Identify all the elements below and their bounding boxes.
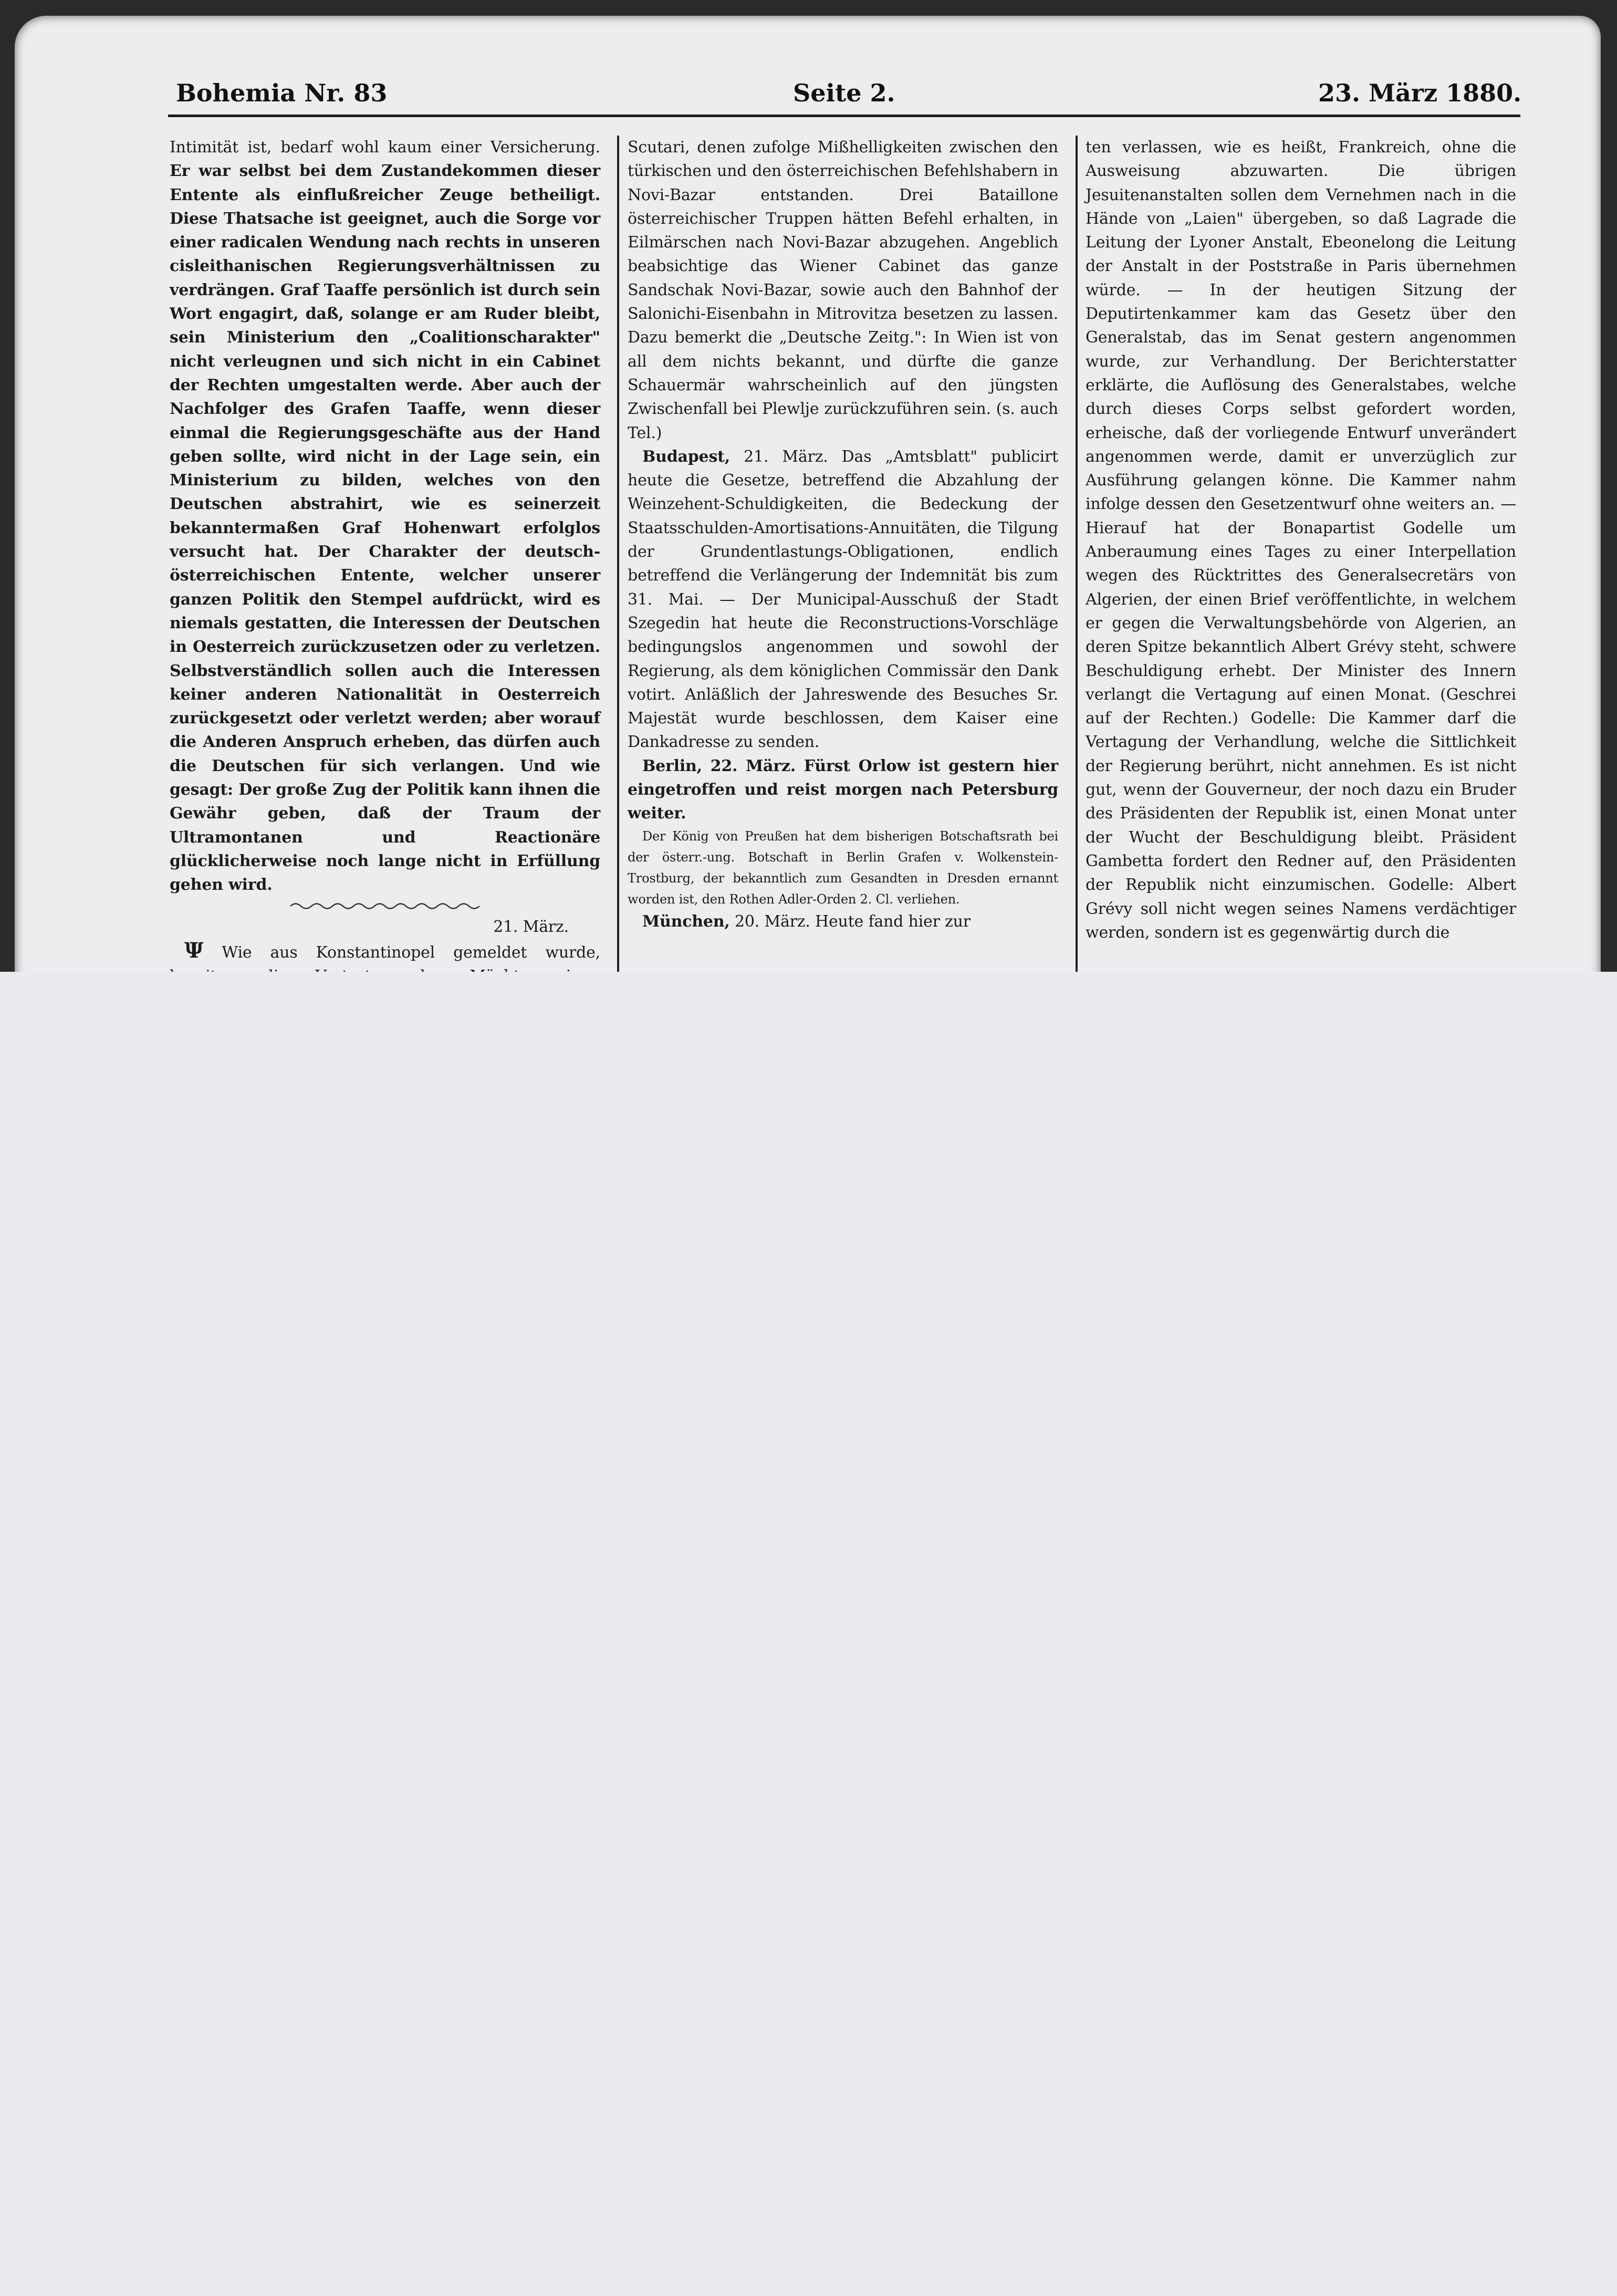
article-text (628, 445, 1058, 754)
header-rule (168, 115, 1520, 117)
article-text (628, 910, 1058, 933)
column-divider (1076, 136, 1078, 972)
wavy-divider (290, 900, 479, 912)
place-name: Berlin, (642, 756, 702, 775)
article-text (628, 754, 1058, 826)
article-sentence: Wie aus Konstantinopel gemeldet wurde, (222, 943, 600, 962)
article-text: Scutari, denen zufolge Mißhelligkeiten zwischen den türkischen und den österreichischen Befehlshabern in Novi-Bazar entstanden. Drei Bataillone österreichischer Truppen hätten Befehl erhalten, in Eilmärschen nach Novi-Bazar abzugehen. Angeblich beabsichtige das Wiener Cabinet das ganze Sandschak Novi-Bazar, sowie auch den Bahnhof der Salonichi-Eisenbahn in Mitrovitza besetzen zu lassen. Dazu bemerkt die „Deutsche Zeitg.": In Wien ist von all dem nichts bekannt, und dürfte die ganze Schauermär wahrscheinlich auf den jüngsten Zwischenfall bei Plewlje zurückzuführen sein. (s. auch Tel.) (628, 138, 1058, 442)
article-sentence: 22. März. Fürst Orlow ist gestern hier eingetroffen und reist morgen nach Petersburg weiter. (628, 756, 1058, 823)
place-name: Budapest, (642, 447, 731, 466)
article-note: Der König von Preußen hat dem bisherigen Botschaftsrath bei der österr.-ung. Botschaft in Berlin Grafen v. Wolkenstein-Trostburg, der bekanntlich zum Gesandten in Dresden ernannt worden ist, den Rothen Adler-Orden 2. Cl. verliehen. (628, 828, 1058, 907)
article-sentence: Intimität ist, bedarf wohl kaum einer Versicherung. (170, 138, 600, 157)
column-3 (1086, 136, 1516, 972)
article-sentence: 20. März. Heute fand hier zur (729, 912, 971, 931)
header-issue: Bohemia Nr. 83 (176, 79, 388, 107)
correspondent-mark-icon: Ψ (184, 938, 204, 963)
article-text (170, 136, 600, 897)
column-1 (170, 136, 600, 972)
dateline: 21. März. (493, 917, 569, 936)
place-name: München, (642, 912, 730, 931)
header-date: 23. März 1880. (1318, 79, 1522, 107)
article-text: ten verlassen, wie es heißt, Frankreich, ohne die Ausweisung abzuwarten. Die übrigen Jesuitenanstalten sollen dem Vernehmen nach in die Hände von „Laien" übergeben, so daß Lagrade die Leitung der Lyoner Anstalt, Ebeonelong die Leitung der Anstalt in der Poststraße in Paris übernehmen würde. — In der heutigen Sitzung der Deputirtenkammer kam das Gesetz über den Generalstab, das im Senat gestern angenommen wurde, zur Verhandlung. Der Berichterstatter erklärte, die Auflösung des Generalstabes, welche durch dieses Corps selbst gefordert worden, erheische, daß der vorliegende Entwurf unverändert angenommen werde, damit er unverzüglich zur Ausführung gelangen könne. Die Kammer nahm infolge dessen den Gesetzentwurf ohne weiters an. — Hierauf hat der Bonapartist Godelle um Anberaumung eines Tages zu einer Interpellation wegen des Rücktrittes des Generalsecretärs von Algerien, der einen Brief veröffentlichte, in welchem er gegen die Verwaltungsbehörde von Algerien, an deren Spitze bekanntlich Albert Grévy steht, schwere Beschuldigung erhebt. Der Minister des Innern verlangt die Vertagung auf einen Monat. (Geschrei auf der Rechten.) Godelle: Die Kammer darf die Vertagung der Verhandlung, welche die Sittlichkeit der Regierung berührt, nicht annehmen. Es ist nicht gut, wenn der Gouverneur, der noch dazu ein Bruder des Präsidenten der Republik ist, einen Monat unter der Wucht der Beschuldigung bleibt. Präsident Gambetta fordert den Redner auf, den Präsidenten der Republik nicht einzumischen. Godelle: Albert Grévy soll nicht wegen seines Namens verdächtiger werden, sondern ist es gegenwärtig durch die (1086, 138, 1516, 942)
column-divider (617, 136, 619, 972)
header-page-number: Seite 2. (793, 79, 895, 107)
column-2 (628, 136, 1058, 972)
article-sentence: 21. März. Das „Amtsblatt" publicirt heute die Gesetze, betreffend die Abzahlung der Weinzehent-Schuldigkeiten, die Bedeckung der Staatsschulden-Amortisations-Annuitäten, die Tilgung der Grundentlastungs-Obligationen, endlich betreffend die Verlängerung der Indemnität bis zum 31. Mai. — Der Municipal-Ausschuß der Stadt Szegedin hat heute die Reconstructions-Vorschläge bedingungslos angenommen und sowohl der Regierung, als dem königlichen Commissär den Dank votirt. Anläßlich der Jahreswende des Besuches Sr. Majestät wurde beschlossen, dem Kaiser eine Dankadresse zu senden. (628, 447, 1058, 752)
article-emphasis: Er war selbst bei dem Zustandekommen dieser Entente als einflußreicher Zeuge betheiligt. Diese Thatsache ist geeignet, auch die Sorge vor einer radicalen Wendung nach rechts in unseren cisleithanischen Regierungsverhältnissen zu verdrängen. Graf Taaffe persönlich ist durch sein Wort engagirt, daß, solange er am Ruder bleibt, sein Ministerium den „Coalitionscharakter" nicht verleugnen und sich nicht in ein Cabinet der Rechten umgestalten werde. Aber auch der Nachfolger des Grafen Taaffe, wenn dieser einmal die Regierungsgeschäfte aus der Hand geben sollte, wird nicht in der Lage sein, ein Ministerium zu bilden, welches von den Deutschen abstrahirt, wie es seinerzeit bekanntermaßen Graf Hohenwart erfolglos versucht hat. Der Charakter der deutsch-österreichischen Entente, welcher unserer ganzen Politik den Stempel aufdrückt, wird es niemals gestatten, die Interessen der Deutschen in Oesterreich zurückzusetzen oder zu verletzen. Selbstverständlich sollen auch die Interessen keiner anderen Nationalität in Oesterreich zurückgesetzt oder verletzt werden; aber worauf die Anderen Anspruch erheben, das dürfen auch die Deutschen für sich verlangen. Und wie gesagt: Der große Zug der Politik kann ihnen die Gewähr geben, daß der Traum der Ultramontanen und Reactionäre glücklicherweise noch lange nicht in Erfüllung gehen wird. (170, 162, 600, 895)
empty-area (0, 972, 1617, 2296)
